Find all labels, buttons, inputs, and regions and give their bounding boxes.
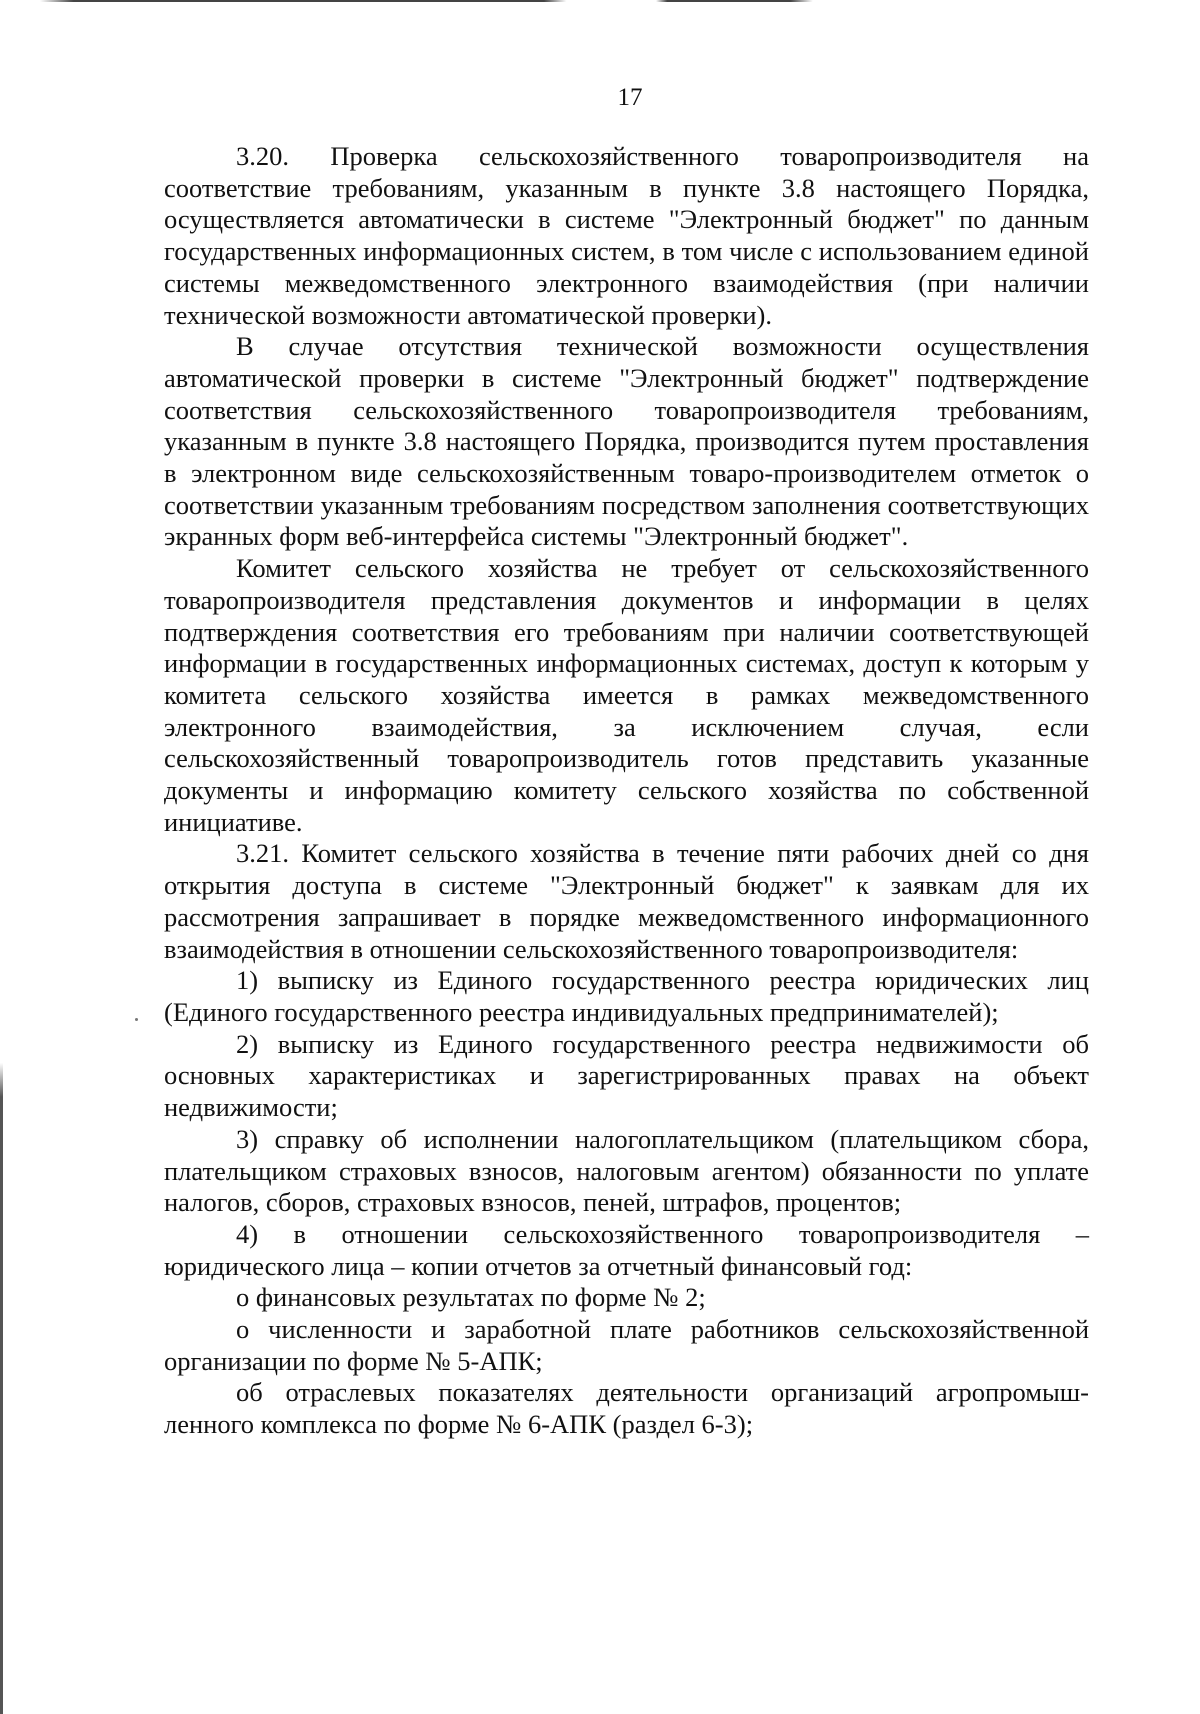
scan-border-top <box>40 0 1160 2</box>
paragraph-no-auto-check: В случае отсутствия технической возможности осуществления автоматической проверки в системе "Электронный бюджет" подтверждение соответствия сельскохозяйственного товаропроизводителя требованиям, указанным в пункте 3.8 настоящего Порядка, производится путем проставления в электронном виде сельскохозяйственным товаро-производителем отметок о соответствии указанным требованиям посредством заполнения соответствующих экранных форм веб-интерфейса системы "Электронный бюджет". <box>164 331 1089 552</box>
sub-item-form-5-apk: о численности и заработной плате работников сельскохозяйственной организации по форме № 5-АПК; <box>164 1314 1089 1376</box>
paragraph-3-20: 3.20. Проверка сельскохозяйственного товаропроизводителя на соответствие требованиям, указанным в пункте 3.8 настоящего Порядка, осуществляется автоматически в системе "Электронный бюджет" по данным государственных информационных систем, в том числе с использованием единой системы межведомственного электронного взаимодействия (при наличии технической возможности автоматической проверки). <box>164 141 1089 330</box>
paragraph-3-21: 3.21. Комитет сельского хозяйства в течение пяти рабочих дней со дня открытия доступа в системе "Электронный бюджет" к заявкам для их рассмотрения запрашивает в порядке межведомственного информационного взаимодействия в отношении сельскохозяйственного товаропроизводителя: <box>164 838 1089 964</box>
scan-border-left <box>0 0 3 1714</box>
scan-speck <box>135 1018 138 1021</box>
list-item-2: 2) выписку из Единого государственного реестра недвижимости об основных характеристиках и зарегистрированных правах на объект недвижимости; <box>164 1028 1089 1123</box>
list-item-3: 3) справку об исполнении налогоплательщиком (плательщиком сбора, плательщиком страховых взносов, налоговым агентом) обязанности по уплате налогов, сборов, страховых взносов, пеней, штрафов, процентов; <box>164 1123 1089 1218</box>
list-item-1: 1) выписку из Единого государственного реестра юридических лиц (Единого государственного реестра индивидуальных предпринимателей); <box>164 965 1089 1027</box>
sub-item-form-6-apk: об отраслевых показателях деятельности организаций агропромыш-ленного комплекса по форме № 6-АПК (раздел 6-3); <box>164 1377 1089 1440</box>
paragraph-committee-no-docs: Комитет сельского хозяйства не требует от сельскохозяйственного товаропроизводителя представления документов и информации в целях подтверждения соответствия его требованиям при наличии соответствующей информации в государственных информационных системах, доступ к которым у комитета сельского хозяйства имеется в рамках межведомственного электронного взаимодействия, за исключением случая, если сельскохозяйственный товаропроизводитель готов представить указанные документы и информацию комитету сельского хозяйства по собственной инициативе. <box>164 553 1089 837</box>
sub-item-form-2: о финансовых результатах по форме № 2; <box>236 1282 706 1313</box>
list-item-4: 4) в отношении сельскохозяйственного товаропроизводителя – юридического лица – копии отчетов за отчетный финансовый год: <box>164 1218 1089 1281</box>
document-body <box>164 141 1089 1441</box>
page-number: 17 <box>617 84 643 111</box>
